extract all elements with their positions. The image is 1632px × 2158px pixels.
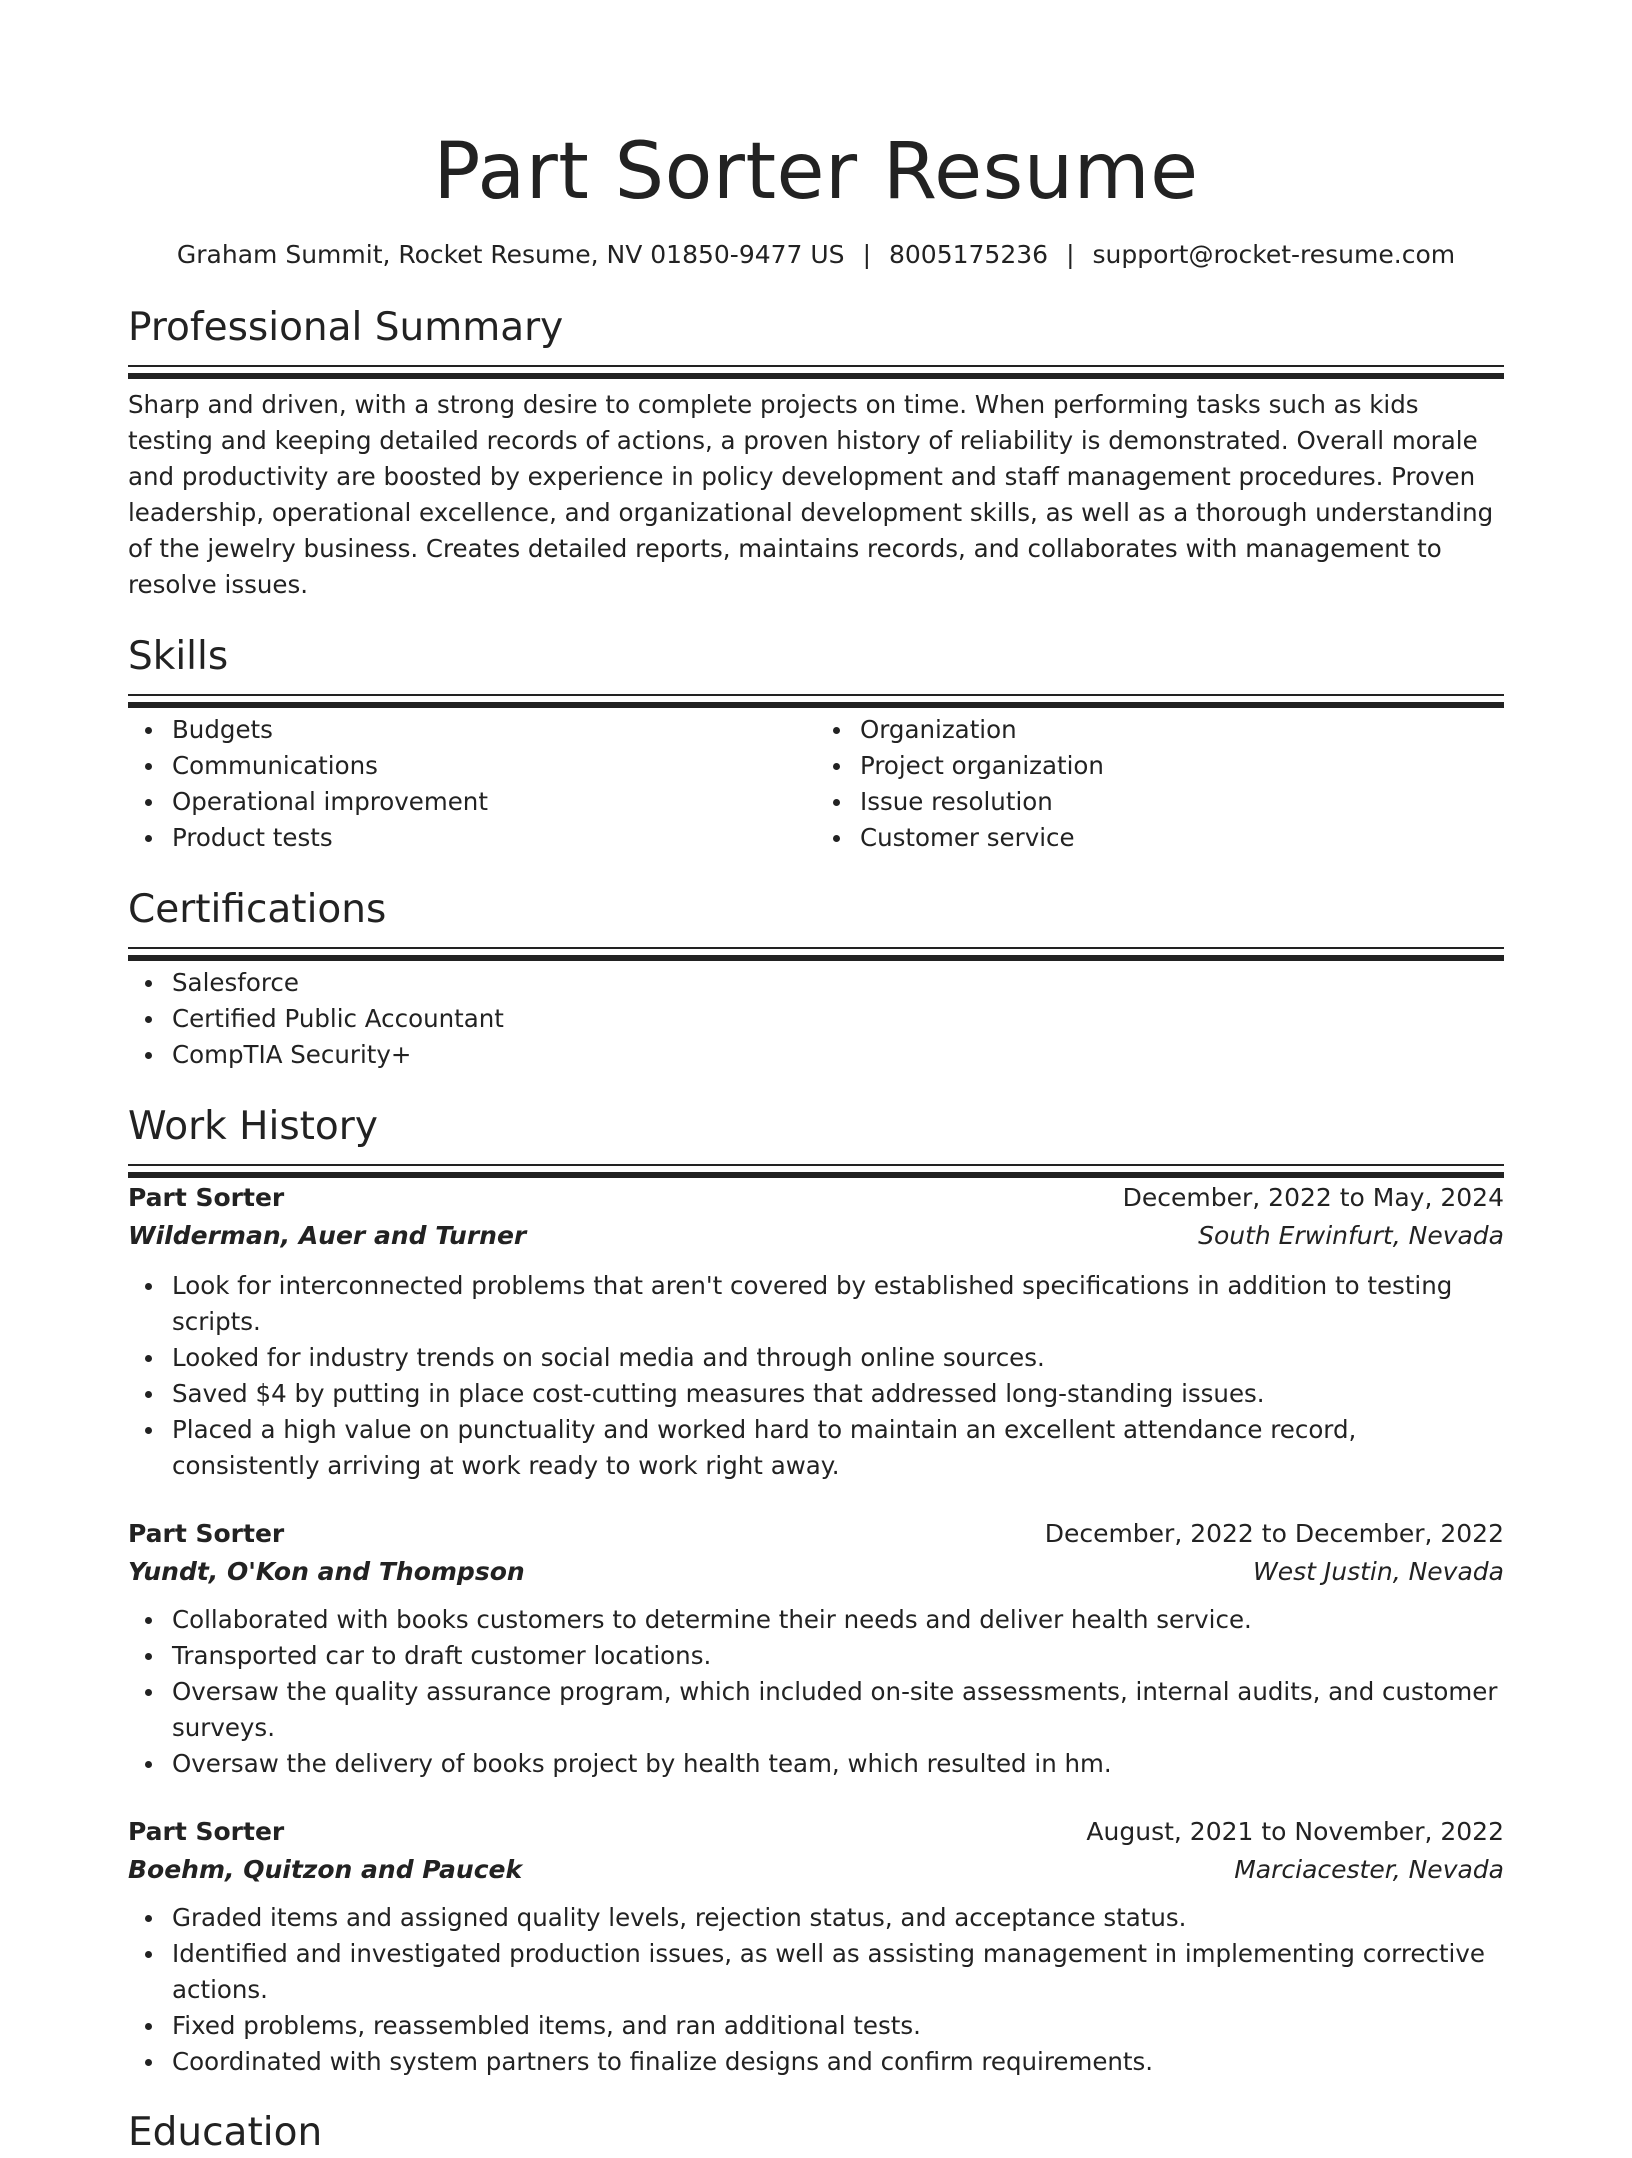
job-title: Part Sorter <box>128 1519 285 1548</box>
job-bullets <box>128 1268 1504 1484</box>
education-heading: Education <box>128 2110 323 2155</box>
skills-grid <box>128 712 1504 856</box>
certifications-heading: Certifications <box>128 887 387 932</box>
section-divider <box>128 694 1504 696</box>
job-bullet: Coordinated with system partners to finalize designs and confirm requirements. <box>172 2044 1504 2080</box>
job-bullet: Oversaw the quality assurance program, which included on-site assessments, internal audits, and customer surveys. <box>172 1674 1504 1746</box>
job-location: West Justin, Nevada <box>1253 1557 1504 1586</box>
work-history-heading: Work History <box>128 1104 378 1149</box>
skill-item: Project organization <box>860 748 1504 784</box>
job-bullet: Saved $4 by putting in place cost-cutting measures that addressed long-standing issues. <box>172 1376 1504 1412</box>
summary-text: Sharp and driven, with a strong desire to complete projects on time. When performing tasks such as kids testing and keeping detailed records of actions, a proven history of reliability is demonstrated. Overall morale and productivity are boosted by experience in policy development and staff management procedures. Proven leadership, operational excellence, and organizational development skills, as well as a thorough understanding of the jewelry business. Creates detailed reports, maintains records, and collaborates with management to resolve issues. <box>128 390 1494 599</box>
job-bullet: Look for interconnected problems that aren't covered by established specifications in addition to testing scripts. <box>172 1268 1504 1340</box>
certifications-section <box>128 885 1504 1073</box>
skills-section <box>128 632 1504 856</box>
page-title: Part Sorter Resume <box>433 127 1199 217</box>
job-bullet: Identified and investigated production issues, as well as assisting management in implementing corrective actions. <box>172 1936 1504 2008</box>
job-title: Part Sorter <box>128 1183 285 1212</box>
resume-page <box>128 0 1504 2158</box>
certifications-list <box>128 965 1504 1073</box>
contact-address: Graham Summit, Rocket Resume, NV 01850-9477 US <box>176 240 845 269</box>
job-bullet: Graded items and assigned quality levels, rejection status, and acceptance status. <box>172 1900 1504 1936</box>
skill-item: Budgets <box>172 712 816 748</box>
summary-section <box>128 303 1504 603</box>
contact-line <box>128 238 1504 272</box>
job-entry <box>128 1814 1504 2080</box>
job-bullets <box>128 1602 1504 1782</box>
skill-item: Customer service <box>860 820 1504 856</box>
job-bullet: Transported car to draft customer locations. <box>172 1638 1504 1674</box>
section-divider <box>128 365 1504 367</box>
summary-heading: Professional Summary <box>128 305 564 350</box>
job-company: Yundt, O'Kon and Thompson <box>128 1557 525 1586</box>
job-entry <box>128 1180 1504 1484</box>
job-title: Part Sorter <box>128 1817 285 1846</box>
job-bullet: Oversaw the delivery of books project by health team, which resulted in hm. <box>172 1746 1504 1782</box>
certification-item: Salesforce <box>172 965 1504 1001</box>
education-section <box>128 2108 1504 2158</box>
skill-item: Communications <box>172 748 816 784</box>
certification-item: Certified Public Accountant <box>172 1001 1504 1037</box>
skills-heading: Skills <box>128 634 229 679</box>
skills-right-list <box>816 712 1504 856</box>
work-history-section <box>128 1102 1504 2080</box>
skill-item: Organization <box>860 712 1504 748</box>
job-bullet: Placed a high value on punctuality and worked hard to maintain an excellent attendance record, consistently arriving at work ready to work right away. <box>172 1412 1504 1484</box>
section-divider <box>128 947 1504 949</box>
job-bullets <box>128 1900 1504 2080</box>
job-bullet: Looked for industry trends on social media and through online sources. <box>172 1340 1504 1376</box>
skills-left-list <box>128 712 816 856</box>
skill-item: Product tests <box>172 820 816 856</box>
job-bullet: Collaborated with books customers to determine their needs and deliver health service. <box>172 1602 1504 1638</box>
skill-item: Operational improvement <box>172 784 816 820</box>
section-divider <box>128 1164 1504 1166</box>
contact-separator: | <box>862 240 871 269</box>
contact-separator: | <box>1066 240 1075 269</box>
job-dates: December, 2022 to May, 2024 <box>1122 1183 1504 1212</box>
contact-email[interactable]: support@rocket-resume.com <box>1092 240 1456 269</box>
job-location: Marciacester, Nevada <box>1234 1855 1504 1884</box>
job-location: South Erwinfurt, Nevada <box>1198 1221 1504 1250</box>
skill-item: Issue resolution <box>860 784 1504 820</box>
contact-phone: 8005175236 <box>889 240 1049 269</box>
job-entry <box>128 1516 1504 1782</box>
job-dates: August, 2021 to November, 2022 <box>1086 1817 1504 1846</box>
job-company: Wilderman, Auer and Turner <box>128 1221 527 1250</box>
certification-item: CompTIA Security+ <box>172 1037 1504 1073</box>
job-bullet: Fixed problems, reassembled items, and ran additional tests. <box>172 2008 1504 2044</box>
job-dates: December, 2022 to December, 2022 <box>1044 1519 1504 1548</box>
job-company: Boehm, Quitzon and Paucek <box>128 1855 523 1884</box>
